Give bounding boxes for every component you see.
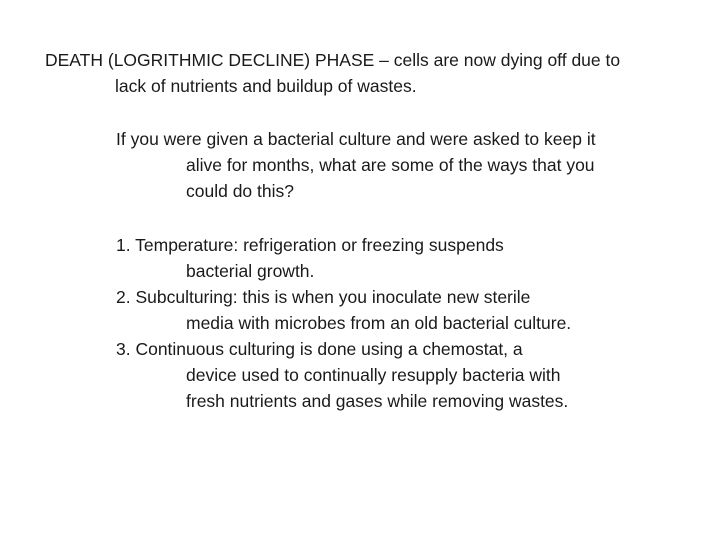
definition-line-2: lack of nutrients and buildup of wastes. (115, 76, 417, 96)
definition-line-1: DEATH (LOGRITHMIC DECLINE) PHASE – cells are now dying off due to (45, 50, 621, 70)
answer-2-line-2: media with microbes from an old bacterial culture. (186, 313, 572, 333)
question-line-2: alive for months, what are some of the ways that you (186, 155, 595, 175)
answer-2-line-1: 2. Subculturing: this is when you inoculate new sterile (116, 287, 531, 307)
answer-1-line-1: 1. Temperature: refrigeration or freezing suspends (116, 235, 504, 255)
answer-3-line-1: 3. Continuous culturing is done using a chemostat, a (116, 339, 523, 359)
answer-1-line-2: bacterial growth. (186, 261, 315, 281)
question-line-1: If you were given a bacterial culture and were asked to keep it (116, 129, 596, 149)
answer-list (116, 232, 571, 414)
question-line-3: could do this? (186, 181, 294, 201)
answer-item-subculturing (116, 284, 571, 336)
answer-3-line-2: device used to continually resupply bacteria with (186, 365, 561, 385)
answer-3-line-3: fresh nutrients and gases while removing wastes. (186, 391, 569, 411)
culture-question (116, 126, 596, 204)
answer-item-temperature (116, 232, 571, 284)
answer-item-continuous-culturing (116, 336, 571, 414)
death-phase-definition (45, 47, 620, 99)
